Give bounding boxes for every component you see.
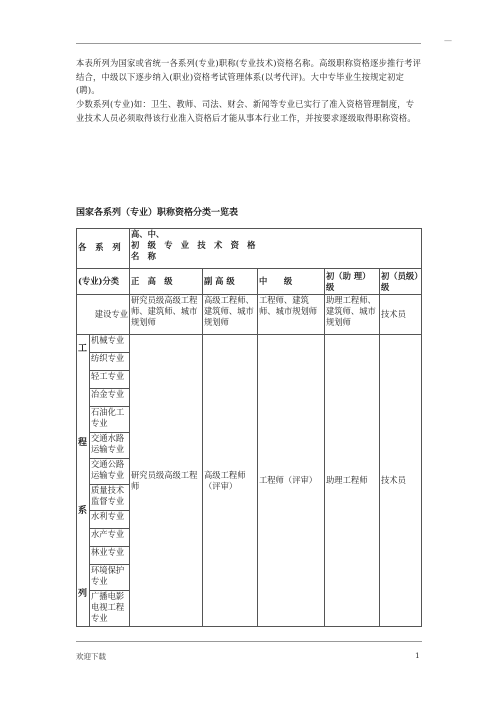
- table-title: 国家各系列（专业）职称资格分类一览表: [76, 208, 239, 218]
- subject-aquatic: 水产专业: [90, 529, 130, 547]
- merged-junior-assistant: 助理工程师: [325, 335, 380, 627]
- qualification-table: [76, 228, 422, 627]
- merged-senior: 研究员级高级工程师: [130, 335, 203, 627]
- construction-label: 建设专业: [77, 295, 130, 335]
- subject-environmental-protection: 环境保护专业: [90, 565, 130, 591]
- header-mark: —: [444, 36, 452, 45]
- subject-forestry: 林业专业: [90, 547, 130, 565]
- intro-paragraph-1: 本表所列为国家或省统一各系列(专业)职称(专业技术)资格名称。高级职称资格逐步推行考评结合，中级以下逐步纳入(职业)资格考试管理体系(以考代评)。大中专毕业生按规定初定(聘)。: [76, 58, 422, 96]
- level-header-intermediate: 中 级: [258, 269, 325, 295]
- corner-header-top: 各 系 列: [77, 229, 130, 269]
- construction-junior-assistant: 助理工程师、建筑师、城市规划师: [325, 295, 380, 335]
- subject-textile: 纺织专业: [90, 353, 130, 371]
- level-header-associate-senior: 副 高 级: [203, 269, 258, 295]
- page-number: 1: [415, 651, 420, 660]
- subject-waterway-transport: 交通水路运输专业: [90, 433, 130, 459]
- subject-highway-transport: 交通公路运输专业: [90, 459, 130, 485]
- construction-senior: 研究员级高级工程师、建筑师、城市规划师: [130, 295, 203, 335]
- level-header-senior: 正 高 级: [130, 269, 203, 295]
- construction-junior-staff: 技术员: [380, 295, 422, 335]
- subject-light-industry: 轻工专业: [90, 371, 130, 389]
- level-header-junior-assistant: 初（助 理）级: [325, 269, 380, 295]
- merged-junior-staff: 技术员: [380, 335, 422, 627]
- header-rule: [76, 43, 421, 44]
- construction-intermediate: 工程师、建筑师、城市规划师: [258, 295, 325, 335]
- merged-associate-senior: 高级工程师（评审）: [203, 335, 258, 627]
- subject-quality-supervision: 质量技术监督专业: [90, 485, 130, 511]
- level-header-junior-staff: 初（员级）级: [380, 269, 422, 295]
- subject-metallurgy: 冶金专业: [90, 389, 130, 407]
- subject-broadcast-film-tv: 广播电影电视工程专业: [90, 591, 130, 627]
- construction-associate-senior: 高级工程师、建筑师、城市规划师: [203, 295, 258, 335]
- subject-machinery: 机械专业: [90, 335, 130, 353]
- footer-rule: [76, 641, 422, 642]
- engineering-series-label: 工 程 系 列: [77, 335, 90, 627]
- corner-header-bottom: (专业)分类: [77, 269, 130, 295]
- subject-petrochemical: 石油化工专业: [90, 407, 130, 433]
- intro-paragraph-2: 少数系列(专业)如：卫生、教师、司法、财会、新闻等专业已实行了准入资格管理制度，专业技术人员必须取得该行业准入资格后才能从事本行业工作，并按要求逐级取得职称资格。: [76, 99, 416, 123]
- footer-label: 欢迎下载: [76, 652, 106, 661]
- subject-water-conservancy: 水利专业: [90, 511, 130, 529]
- group-header: 高、中、 初 级 专 业 技 术 资 格 名 称: [130, 229, 422, 269]
- merged-intermediate: 工程师（评审）: [258, 335, 325, 627]
